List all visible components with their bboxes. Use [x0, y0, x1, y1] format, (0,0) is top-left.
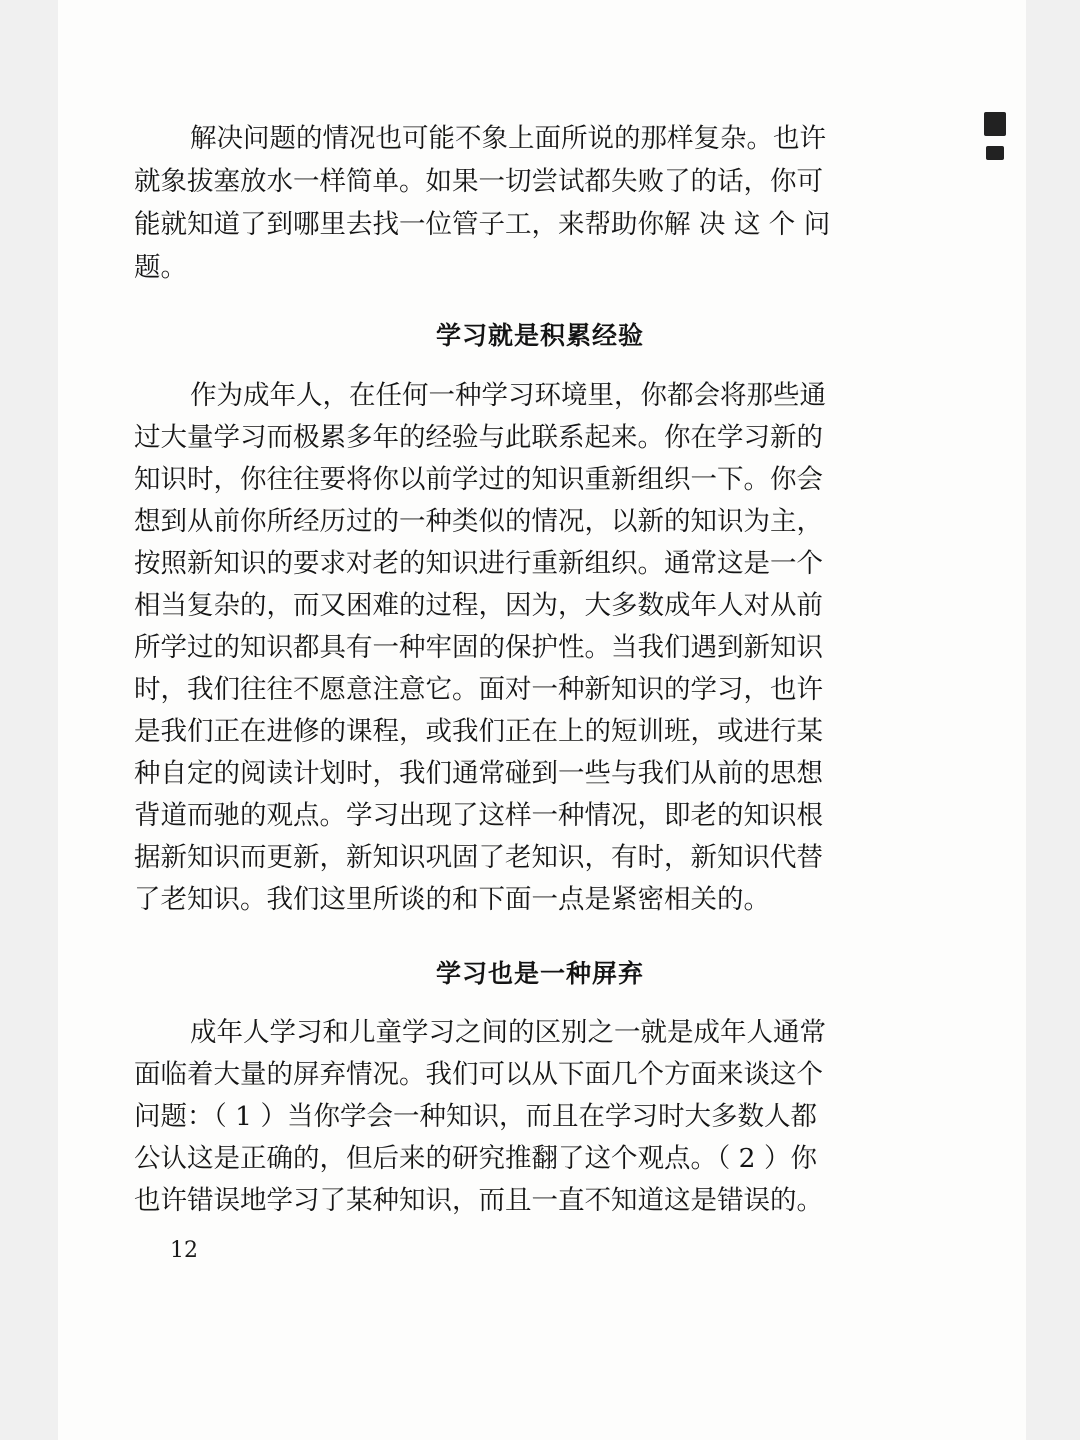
section-heading: 学习也是一种屏弃 — [435, 959, 644, 988]
section-heading: 学习就是积累经验 — [435, 321, 644, 350]
text-line: 相当复杂的，而又困难的过程，因为，大多数成年人对从前 — [134, 590, 823, 621]
text-line: 问题：（ 1 ）当你学会一种知识，而且在学习时大多数人都 — [134, 1101, 817, 1132]
text-line: 想到从前你所经历过的一种类似的情况，以新的知识为主， — [134, 506, 823, 537]
text-line: 解决问题的情况也可能不象上面所说的那样复杂。也许 — [190, 123, 826, 154]
text-line: 就象拔塞放水一样简单。如果一切尝试都失败了的话，你可 — [134, 166, 823, 197]
text-line: 题。 — [134, 252, 187, 283]
text-line: 按照新知识的要求对老的知识进行重新组织。通常这是一个 — [134, 548, 823, 579]
scan-edge-mark — [984, 112, 1006, 136]
text-line: 知识时，你往往要将你以前学过的知识重新组织一下。你会 — [134, 464, 823, 495]
text-line: 面临着大量的屏弃情况。我们可以从下面几个方面来谈这个 — [134, 1059, 823, 1090]
text-line: 了老知识。我们这里所谈的和下面一点是紧密相关的。 — [134, 884, 770, 915]
text-line: 成年人学习和儿童学习之间的区别之一就是成年人通常 — [190, 1017, 826, 1048]
text-line: 据新知识而更新，新知识巩固了老知识，有时，新知识代替 — [134, 842, 823, 873]
text-line: 过大量学习而极累多年的经验与此联系起来。你在学习新的 — [134, 422, 823, 453]
scan-edge-mark — [986, 146, 1004, 160]
text-line: 也许错误地学习了某种知识，而且一直不知道这是错误的。 — [134, 1185, 823, 1216]
text-line: 是我们正在进修的课程，或我们正在上的短训班，或进行某 — [134, 716, 823, 747]
page-number: 12 — [170, 1238, 198, 1263]
text-line: 能就知道了到哪里去找一位管子工，来帮助你解 决 这 个 问 — [134, 209, 831, 240]
text-line: 作为成年人，在任何一种学习环境里，你都会将那些通 — [190, 380, 826, 411]
text-line: 时，我们往往不愿意注意它。面对一种新知识的学习，也许 — [134, 674, 823, 705]
text-line: 种自定的阅读计划时，我们通常碰到一些与我们从前的思想 — [134, 758, 823, 789]
text-line: 背道而驰的观点。学习出现了这样一种情况，即老的知识根 — [134, 800, 823, 831]
text-line: 公认这是正确的，但后来的研究推翻了这个观点。（ 2 ）你 — [134, 1143, 817, 1174]
text-line: 所学过的知识都具有一种牢固的保护性。当我们遇到新知识 — [134, 632, 823, 663]
